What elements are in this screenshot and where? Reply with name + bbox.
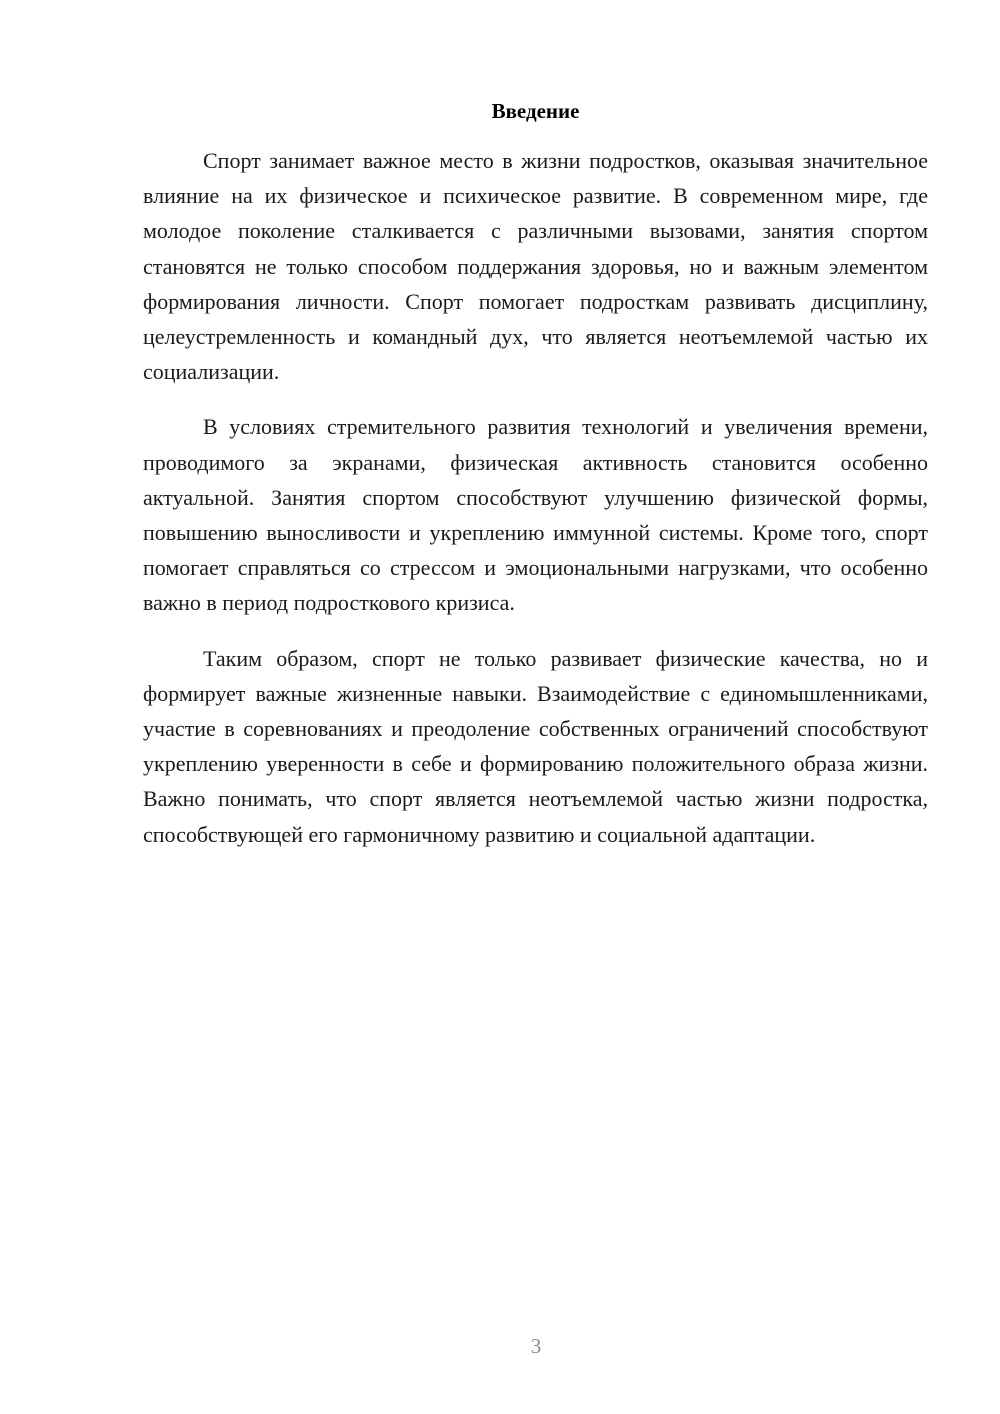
page-number: 3 [530,1334,542,1358]
document-body [143,143,928,872]
paragraph: В условиях стремительного развития технологий и увеличения времени, проводимого за экранами, физическая активность становится особенно актуальной. Занятия спортом способствуют улучшению физической формы, повышению выносливости и укреплению иммунной системы. Кроме того, спорт помогает справляться со стрессом и эмоциональными нагрузками, что особенно важно в период подросткового кризиса. [143,414,928,616]
paragraph: Спорт занимает важное место в жизни подростков, оказывая значительное влияние на их физическое и психическое развитие. В современном мире, где молодое поколение сталкивается с различными вызовами, занятия спортом становятся не только способом поддержания здоровья, но и важным элементом формирования личности. Спорт помогает подросткам развивать дисциплину, целеустремленность и командный дух, что является неотъемлемой частью их социализации. [143,148,928,385]
section-heading: Введение [491,99,580,123]
paragraph: Таким образом, спорт не только развивает физические качества, но и формирует важные жизненные навыки. Взаимодействие с единомышленниками, участие в соревнованиях и преодоление собственных ограничений способствуют укреплению уверенности в себе и формированию положительного образа жизни. Важно понимать, что спорт является неотъемлемой частью жизни подростка, способствующей его гармоничному развитию и социальной адаптации. [143,645,928,847]
